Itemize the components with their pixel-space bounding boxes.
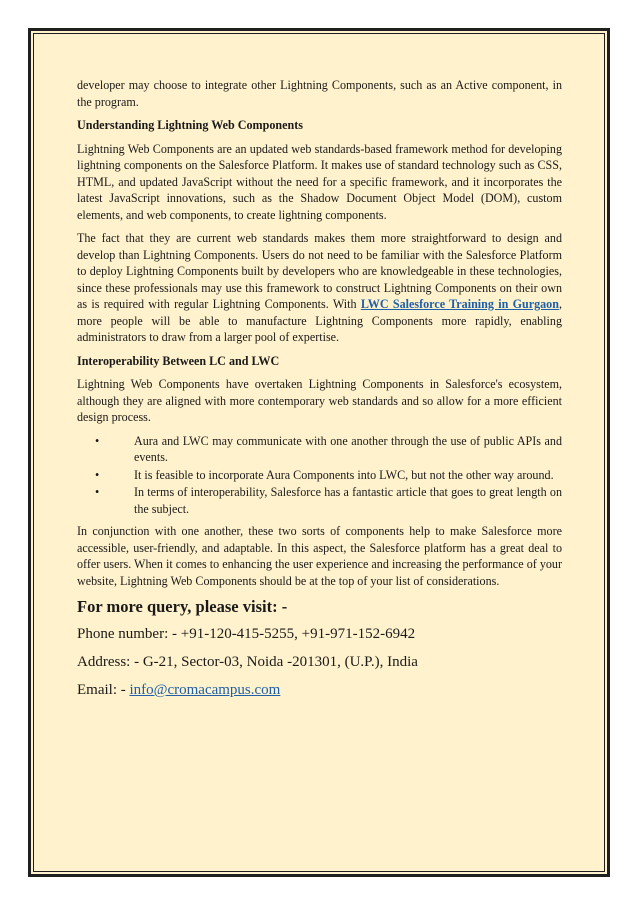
document-body	[77, 77, 562, 708]
lwc-benefits-text-after: , more people will be able to manufacture Lightning Components more rapidly, enabling administrators to draw from a larger pool of expertise.	[77, 297, 562, 344]
list-item	[77, 467, 562, 484]
contact-email-label: Email: -	[77, 682, 130, 698]
list-item	[77, 484, 562, 517]
lwc-benefits-paragraph	[77, 230, 562, 346]
lwc-description-paragraph: Lightning Web Components are an updated web standards-based framework method for developing lightning components on the Salesforce Platform. It makes use of standard technology such as CSS, HTML, and updated JavaScript without the need for a specific framework, and it incorporates the latest JavaScript innovations, such as the Shadow Document Object Model (DOM), custom elements, and web components, to create lightning components.	[77, 141, 562, 222]
bullet-text: Aura and LWC may communicate with one another through the use of public APIs and events.	[134, 433, 562, 464]
bullet-icon: •	[95, 467, 100, 482]
bullet-icon: •	[95, 433, 100, 448]
contact-heading: For more query, please visit: -	[77, 597, 288, 616]
intro-paragraph: developer may choose to integrate other Lightning Components, such as an Active component, in the program.	[77, 78, 562, 109]
bullet-icon: •	[95, 485, 100, 499]
contact-email-link[interactable]: info@cromacampus.com	[129, 682, 281, 698]
interoperability-paragraph: Lightning Web Components have overtaken Lightning Components in Salesforce's ecosystem, although they are aligned with more contemporary web standards and so allow for a more efficient design process.	[77, 377, 562, 424]
lwc-training-link[interactable]: LWC Salesforce Training in Gurgaon	[360, 297, 559, 311]
contact-email	[77, 680, 562, 700]
list-item	[77, 433, 562, 466]
contact-phone: Phone number: - +91-120-415-5255, +91-971-152-6942	[77, 626, 416, 642]
interoperability-bullet-list	[77, 433, 562, 518]
conclusion-paragraph: In conjunction with one another, these two sorts of components help to make Salesforce more accessible, user-friendly, and adaptable. In this aspect, the Salesforce platform has a great deal to offer users. When it comes to enhancing the user experience and increasing the performance of your website, Lightning Web Components should be at the top of your list of considerations.	[77, 524, 562, 588]
bullet-text: In terms of interoperability, Salesforce has a fantastic article that goes to great length on the subject.	[134, 485, 562, 516]
lwc-benefits-text-before: The fact that they are current web standards makes them more straightforward to design and develop than Lightning Components. Users do not need to be familiar with the Salesforce Platform to deploy Lightning Components built by developers who are knowledgeable in these technologies, since these professionals may use this framework to construct Lightning Components on their own as is required with regular Lightning Components. With	[77, 231, 562, 311]
contact-address: Address: - G-21, Sector-03, Noida -201301, (U.P.), India	[77, 654, 418, 670]
section-heading-understanding-lwc: Understanding Lightning Web Components	[77, 118, 303, 132]
section-heading-interoperability: Interoperability Between LC and LWC	[77, 353, 280, 368]
bullet-text: It is feasible to incorporate Aura Components into LWC, but not the other way around.	[134, 467, 554, 482]
